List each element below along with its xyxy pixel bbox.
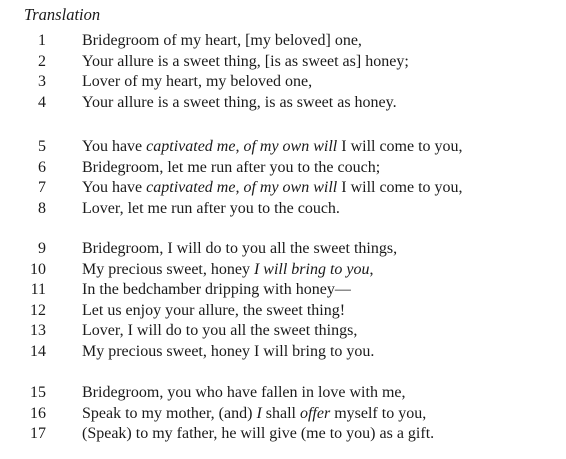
poem-line xyxy=(0,239,566,260)
text-segment: My precious sweet, honey xyxy=(82,260,254,278)
stanza-1 xyxy=(0,31,566,113)
line-text xyxy=(82,260,374,281)
text-segment: You have xyxy=(82,138,147,155)
stanza-4 xyxy=(0,383,566,445)
poem-line xyxy=(0,52,566,73)
line-text xyxy=(82,342,374,363)
line-text xyxy=(82,239,397,260)
text-segment: (Speak) to my father, he will give (me to you) as a gift. xyxy=(82,425,435,442)
text-segment: My precious sweet, honey I will bring to you. xyxy=(82,342,375,360)
line-text xyxy=(82,72,312,93)
line-text xyxy=(82,321,357,342)
text-segment: I will come to you, xyxy=(337,138,463,155)
line-text xyxy=(82,383,405,404)
line-text xyxy=(82,199,340,220)
italic-segment: captivated me, of my own will xyxy=(146,138,338,155)
line-text xyxy=(82,93,397,114)
line-number: 9 xyxy=(38,240,46,257)
line-number: 3 xyxy=(38,73,46,90)
text-segment: Let us enjoy your allure, the sweet thing! xyxy=(82,301,346,319)
poem-line xyxy=(0,93,566,114)
poem-line xyxy=(0,280,566,301)
text-segment: Bridegroom, let me run after you to the couch; xyxy=(82,158,381,176)
translation-heading: Translation xyxy=(24,5,101,24)
line-text xyxy=(82,158,380,179)
poem-line xyxy=(0,342,566,363)
line-number: 16 xyxy=(30,404,46,422)
poem-line xyxy=(0,178,566,199)
italic-segment: captivated me, of my own will xyxy=(146,179,338,196)
poem-line xyxy=(0,301,566,322)
line-number: 4 xyxy=(38,93,46,111)
line-number: 17 xyxy=(30,425,46,442)
line-number: 14 xyxy=(30,342,46,360)
poem-line xyxy=(0,383,566,404)
line-number: 1 xyxy=(38,32,46,49)
text-segment: myself to you, xyxy=(330,404,427,422)
poem-line xyxy=(0,404,566,425)
text-segment: You have xyxy=(82,179,147,196)
text-segment: Your allure is a sweet thing, is as sweet as honey. xyxy=(82,93,397,111)
poem-line xyxy=(0,31,566,52)
line-number: 8 xyxy=(38,199,46,217)
line-text xyxy=(82,137,463,158)
poem-line xyxy=(0,424,566,445)
text-segment: Lover, let me run after you to the couch. xyxy=(82,199,340,217)
poem-line xyxy=(0,260,566,281)
text-segment: Your allure is a sweet thing, [is as sweet as] honey; xyxy=(82,52,409,70)
italic-segment: offer xyxy=(299,404,331,422)
line-number: 11 xyxy=(30,281,46,298)
text-segment: Bridegroom of my heart, [my beloved] one, xyxy=(82,32,362,49)
text-segment: Bridegroom, I will do to you all the sweet things, xyxy=(82,240,398,257)
text-segment: Lover, I will do to you all the sweet things, xyxy=(82,322,358,339)
poem-line xyxy=(0,199,566,220)
italic-segment: I will bring to you xyxy=(253,260,370,278)
line-number: 2 xyxy=(38,52,46,70)
text-segment: Speak to my mother, (and) xyxy=(82,404,257,422)
line-text xyxy=(82,301,345,322)
text-segment: shall xyxy=(261,404,300,422)
line-text xyxy=(82,424,434,445)
line-text xyxy=(82,178,463,199)
line-number: 6 xyxy=(38,158,46,176)
text-segment: , xyxy=(369,260,374,278)
line-number: 13 xyxy=(30,322,46,339)
poem-line xyxy=(0,72,566,93)
line-number: 10 xyxy=(30,260,46,278)
text-segment: Lover of my heart, my beloved one, xyxy=(82,73,313,90)
text-segment: In the bedchamber dripping with honey— xyxy=(82,281,351,298)
italic-segment: I xyxy=(256,404,262,422)
line-number: 12 xyxy=(30,301,46,319)
line-text xyxy=(82,404,426,425)
line-number: 5 xyxy=(38,138,46,155)
poem-line xyxy=(0,321,566,342)
poem-line xyxy=(0,158,566,179)
line-text xyxy=(82,31,362,52)
line-text xyxy=(82,280,351,301)
line-number: 15 xyxy=(30,384,46,401)
stanza-3 xyxy=(0,239,566,362)
line-text xyxy=(82,52,409,73)
text-segment: I will come to you, xyxy=(337,179,463,196)
line-number: 7 xyxy=(38,179,46,196)
poem-line xyxy=(0,137,566,158)
text-segment: Bridegroom, you who have fallen in love with me, xyxy=(82,384,406,401)
stanza-2 xyxy=(0,137,566,219)
